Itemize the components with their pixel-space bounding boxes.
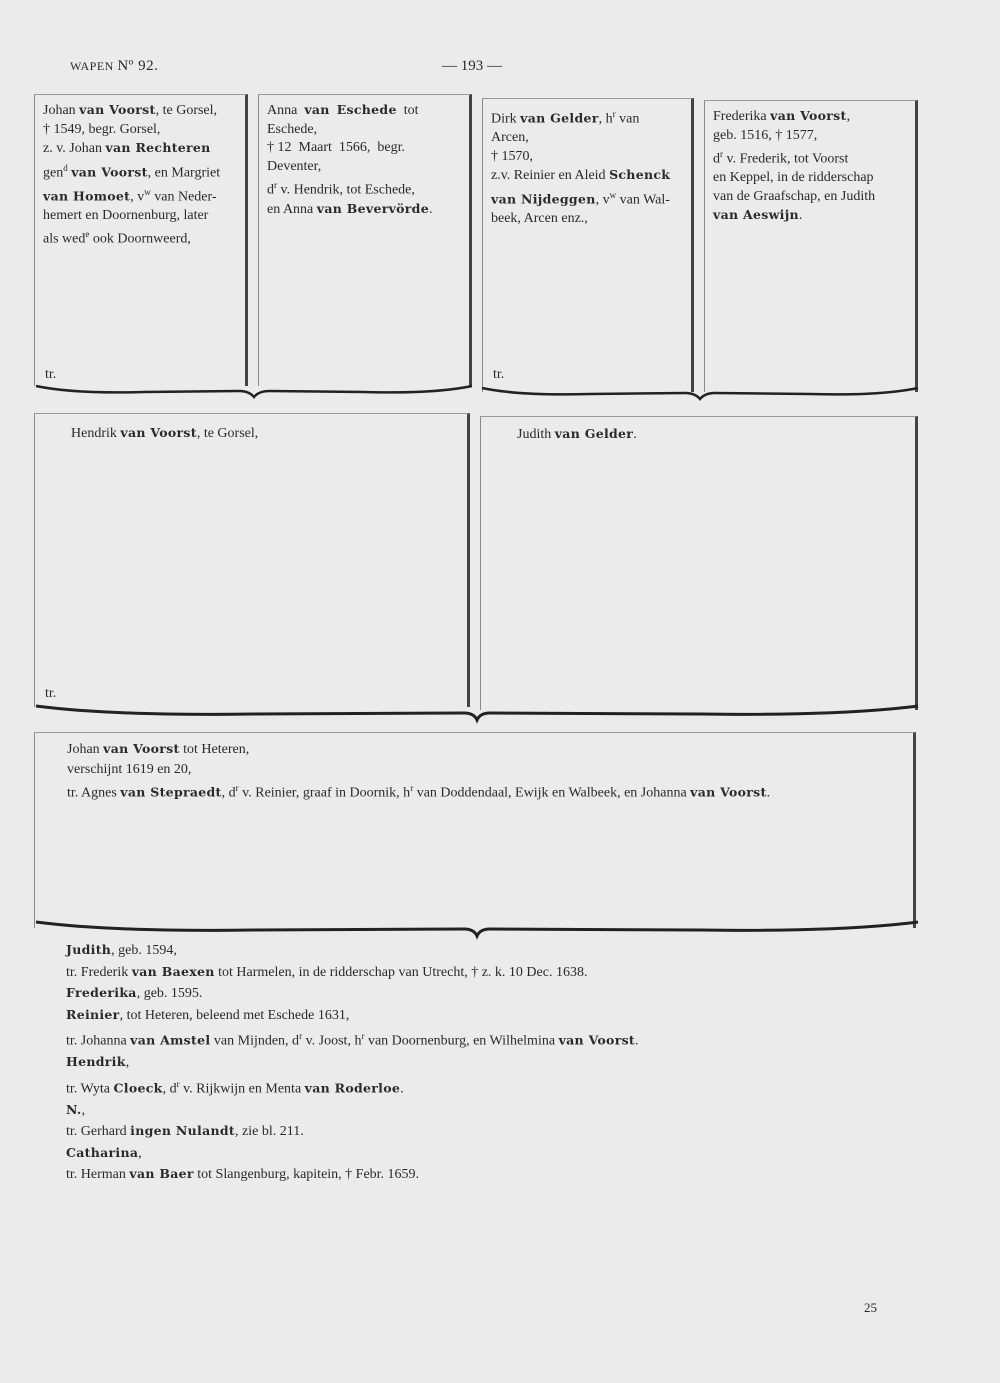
- text-line: [66, 1026, 926, 1052]
- text-segment: r: [410, 783, 414, 793]
- text-line: [267, 101, 463, 121]
- name-segment: van Rechteren: [105, 140, 211, 155]
- text-segment: van Neder-: [150, 189, 217, 205]
- ancestor-box-anna-van-eschede: [258, 94, 472, 386]
- text-segment: , en Margriet: [147, 165, 221, 181]
- connecting-brace-left: [34, 380, 474, 402]
- text-segment: en Anna: [267, 202, 317, 218]
- text-line: [267, 121, 463, 140]
- text-segment: ,: [138, 1145, 142, 1161]
- married-marker: tr.: [493, 367, 505, 382]
- text-line: [43, 159, 239, 183]
- text-segment: e: [85, 229, 90, 240]
- name-segment: van Voorst: [120, 425, 197, 440]
- person-entry: [491, 105, 685, 228]
- text-segment: v. Reinier, graaf in Doornik, h: [238, 785, 411, 801]
- person-entry: [67, 739, 907, 803]
- person-entry: [267, 101, 463, 220]
- name-segment: van Baexen: [131, 963, 215, 979]
- text-line: [43, 101, 239, 121]
- parent-box-judith-van-gelder: [480, 416, 918, 710]
- text-line: [491, 148, 685, 167]
- name-segment: Cloeck: [113, 1080, 163, 1096]
- text-line: [66, 983, 926, 1005]
- ancestor-box-dirk-van-gelder: [482, 98, 694, 392]
- text-segment: .: [766, 785, 771, 801]
- text-segment: van Doornenburg, en Wilhelmina: [364, 1033, 559, 1049]
- text-segment: tr. Johanna: [66, 1033, 131, 1049]
- text-segment: Dirk: [491, 111, 521, 127]
- text-line: [267, 158, 463, 177]
- text-segment: hemert en Doornenburg, later: [43, 207, 209, 223]
- text-segment: tr. Agnes: [67, 785, 121, 801]
- children-list: [66, 940, 926, 1186]
- text-segment: .: [633, 427, 637, 442]
- text-segment: r: [274, 180, 277, 190]
- text-line: [491, 129, 685, 148]
- text-segment: z.v. Reinier en Aleid: [491, 168, 610, 184]
- arms-number: Nº 92.: [117, 58, 159, 74]
- text-segment: verschijnt 1619 en 20,: [67, 761, 192, 777]
- text-segment: v. Rijkwijn en Menta: [179, 1081, 305, 1097]
- text-segment: , d: [162, 1081, 177, 1097]
- text-segment: Eschede,: [267, 121, 318, 137]
- text-segment: ,: [81, 1102, 86, 1118]
- text-line: [713, 107, 909, 127]
- text-segment: Anna: [267, 103, 305, 118]
- text-segment: tot Heteren,: [179, 742, 250, 757]
- text-segment: .: [798, 208, 803, 224]
- text-line: [66, 1164, 926, 1186]
- name-segment: van Voorst: [103, 741, 180, 756]
- name-segment: van Gelder: [554, 426, 634, 441]
- text-segment: , d: [221, 785, 236, 801]
- text-segment: Frederika: [713, 109, 771, 124]
- text-segment: w: [609, 189, 617, 200]
- text-segment: , zie bl. 211.: [235, 1124, 304, 1140]
- name-segment: Reinier: [66, 1006, 120, 1022]
- text-segment: tr. Frederik: [66, 964, 132, 980]
- text-segment: w: [144, 186, 151, 197]
- person-entry: [713, 107, 909, 226]
- name-segment: Eschede: [336, 102, 397, 117]
- text-line: [66, 1143, 926, 1165]
- text-segment: .: [428, 202, 433, 218]
- text-segment: ,: [125, 1055, 130, 1071]
- page-header-number: — 193 —: [442, 58, 502, 74]
- ancestor-box-johan-van-voorst: [34, 94, 248, 386]
- name-segment: van Gelder: [520, 110, 599, 126]
- text-line: [267, 200, 463, 220]
- text-segment: beek, Arcen enz.,: [491, 210, 588, 226]
- text-line: [713, 145, 909, 169]
- text-segment: van Wal-: [616, 192, 670, 208]
- married-marker: tr.: [45, 367, 57, 382]
- connecting-brace-right: [480, 384, 920, 406]
- coat-of-arms-reference: [70, 58, 158, 75]
- text-line: [267, 176, 463, 200]
- text-line: [43, 225, 239, 249]
- text-segment: tot: [396, 103, 419, 118]
- text-line: [66, 1121, 926, 1143]
- text-segment: Arcen,: [491, 130, 529, 146]
- name-segment: Judith: [66, 942, 112, 957]
- text-line: [713, 188, 909, 207]
- text-segment: geb. 1516, † 1577,: [713, 127, 818, 143]
- text-line: [713, 127, 909, 146]
- text-line: [713, 169, 909, 188]
- text-segment: , te Gorsel,: [196, 426, 259, 441]
- text-line: [43, 183, 239, 207]
- name-segment: ingen Nulandt: [130, 1123, 235, 1139]
- text-segment: van de Graafschap, en Judith: [713, 188, 876, 204]
- name-segment: van Voorst: [690, 784, 767, 800]
- text-segment: † 1549, begr. Gorsel,: [43, 121, 161, 137]
- name-segment: van Voorst: [770, 108, 847, 123]
- name-segment: van Voorst: [71, 164, 148, 180]
- text-segment: van Mijnden, d: [210, 1033, 300, 1049]
- text-line: [67, 739, 907, 760]
- text-segment: , tot Heteren, beleend met Eschede 1631,: [119, 1007, 350, 1023]
- text-line: [517, 425, 909, 445]
- text-segment: r: [176, 1078, 180, 1089]
- text-segment: ook Doornweerd,: [89, 231, 191, 247]
- connecting-brace-middle: [34, 700, 920, 726]
- text-segment: Johan: [67, 742, 104, 757]
- parent-box-hendrik-van-voorst: [34, 413, 470, 707]
- name-segment: van Stepraedt: [120, 784, 222, 800]
- text-line: [66, 1100, 926, 1122]
- text-line: [43, 121, 239, 140]
- text-line: [66, 940, 926, 962]
- text-segment: , h: [598, 111, 613, 127]
- text-segment: .: [635, 1033, 639, 1049]
- text-segment: .: [400, 1081, 404, 1097]
- name-segment: van Amstel: [130, 1032, 211, 1048]
- text-line: [67, 760, 907, 780]
- text-segment: Hendrik: [71, 426, 121, 441]
- text-line: [67, 779, 907, 803]
- name-segment: van Voorst: [558, 1032, 635, 1048]
- text-line: [491, 105, 685, 129]
- name-segment: Hendrik: [66, 1054, 126, 1070]
- text-segment: v. Frederik, tot Voorst: [723, 151, 849, 167]
- text-segment: , geb. 1595.: [136, 986, 203, 1001]
- text-segment: v. Hendrik, tot Eschede,: [277, 182, 415, 198]
- text-segment: van Doddendaal, Ewijk en Walbeek, en Johanna: [413, 785, 691, 801]
- name-segment: Catharina: [66, 1144, 139, 1160]
- text-segment: r: [235, 783, 239, 793]
- name-segment: van: [304, 102, 330, 117]
- text-line: [66, 1052, 926, 1074]
- name-segment: Frederika: [66, 985, 137, 1000]
- text-segment: v. Joost, h: [302, 1033, 362, 1049]
- person-entry: [71, 424, 461, 444]
- text-line: [267, 139, 463, 158]
- text-segment: tr. Wyta: [66, 1081, 114, 1097]
- text-segment: gen: [43, 165, 64, 181]
- name-segment: van Voorst: [79, 102, 156, 117]
- text-segment: r: [612, 109, 616, 119]
- text-segment: , v: [595, 192, 610, 208]
- text-segment: d: [267, 182, 274, 198]
- text-segment: als wed: [43, 231, 86, 247]
- child-box-johan-van-voorst: [34, 732, 916, 928]
- text-segment: † 1570,: [491, 148, 533, 164]
- person-entry: [517, 425, 909, 445]
- name-segment: van Nijdeggen: [491, 191, 596, 207]
- text-segment: Deventer,: [267, 158, 322, 174]
- text-line: [43, 139, 239, 159]
- text-line: [491, 210, 685, 229]
- name-segment: van Aeswijn: [713, 207, 799, 223]
- text-segment: ,: [846, 109, 851, 124]
- text-line: [66, 962, 926, 984]
- name-segment: van Homoet: [43, 188, 131, 204]
- name-segment: van Baer: [129, 1166, 194, 1182]
- name-segment: van Roderloe: [304, 1080, 401, 1096]
- text-line: [43, 207, 239, 226]
- text-segment: tot Slangenburg, kapitein, † Febr. 1659.: [193, 1167, 420, 1183]
- text-segment: d: [63, 162, 68, 173]
- text-line: [713, 206, 909, 226]
- text-segment: , te Gorsel,: [155, 103, 218, 118]
- text-segment: † 12 Maart 1566, begr.: [267, 140, 406, 155]
- text-line: [66, 1074, 926, 1100]
- name-segment: Schenck: [609, 167, 671, 183]
- text-line: [491, 186, 685, 210]
- married-marker: tr.: [45, 686, 57, 701]
- text-segment: [330, 103, 337, 118]
- text-segment: r: [720, 149, 723, 159]
- text-segment: tr. Herman: [66, 1167, 130, 1183]
- name-segment: N.: [66, 1101, 82, 1117]
- text-segment: tot Harmelen, in de ridderschap van Utrecht, † z. k. 10 Dec. 1638.: [214, 964, 588, 980]
- text-line: [71, 424, 461, 444]
- text-segment: Johan: [43, 103, 80, 118]
- text-segment: Judith: [517, 427, 555, 442]
- text-line: [491, 166, 685, 186]
- text-segment: en Keppel, in de ridderschap: [713, 170, 874, 186]
- text-line: [66, 1005, 926, 1027]
- page-number: 25: [864, 1300, 877, 1315]
- person-entry: [43, 101, 239, 249]
- arms-label: WAPEN: [70, 59, 114, 73]
- text-segment: , geb. 1594,: [111, 943, 177, 958]
- text-segment: z. v. Johan: [43, 141, 106, 156]
- text-segment: tr. Gerhard: [66, 1124, 131, 1140]
- name-segment: van Bevervörde: [316, 201, 429, 217]
- text-segment: r: [361, 1031, 365, 1041]
- ancestor-box-frederika-van-voorst: [704, 100, 918, 392]
- text-segment: van: [615, 111, 640, 127]
- text-segment: , v: [130, 189, 145, 205]
- text-segment: d: [713, 151, 720, 167]
- text-segment: r: [299, 1031, 303, 1041]
